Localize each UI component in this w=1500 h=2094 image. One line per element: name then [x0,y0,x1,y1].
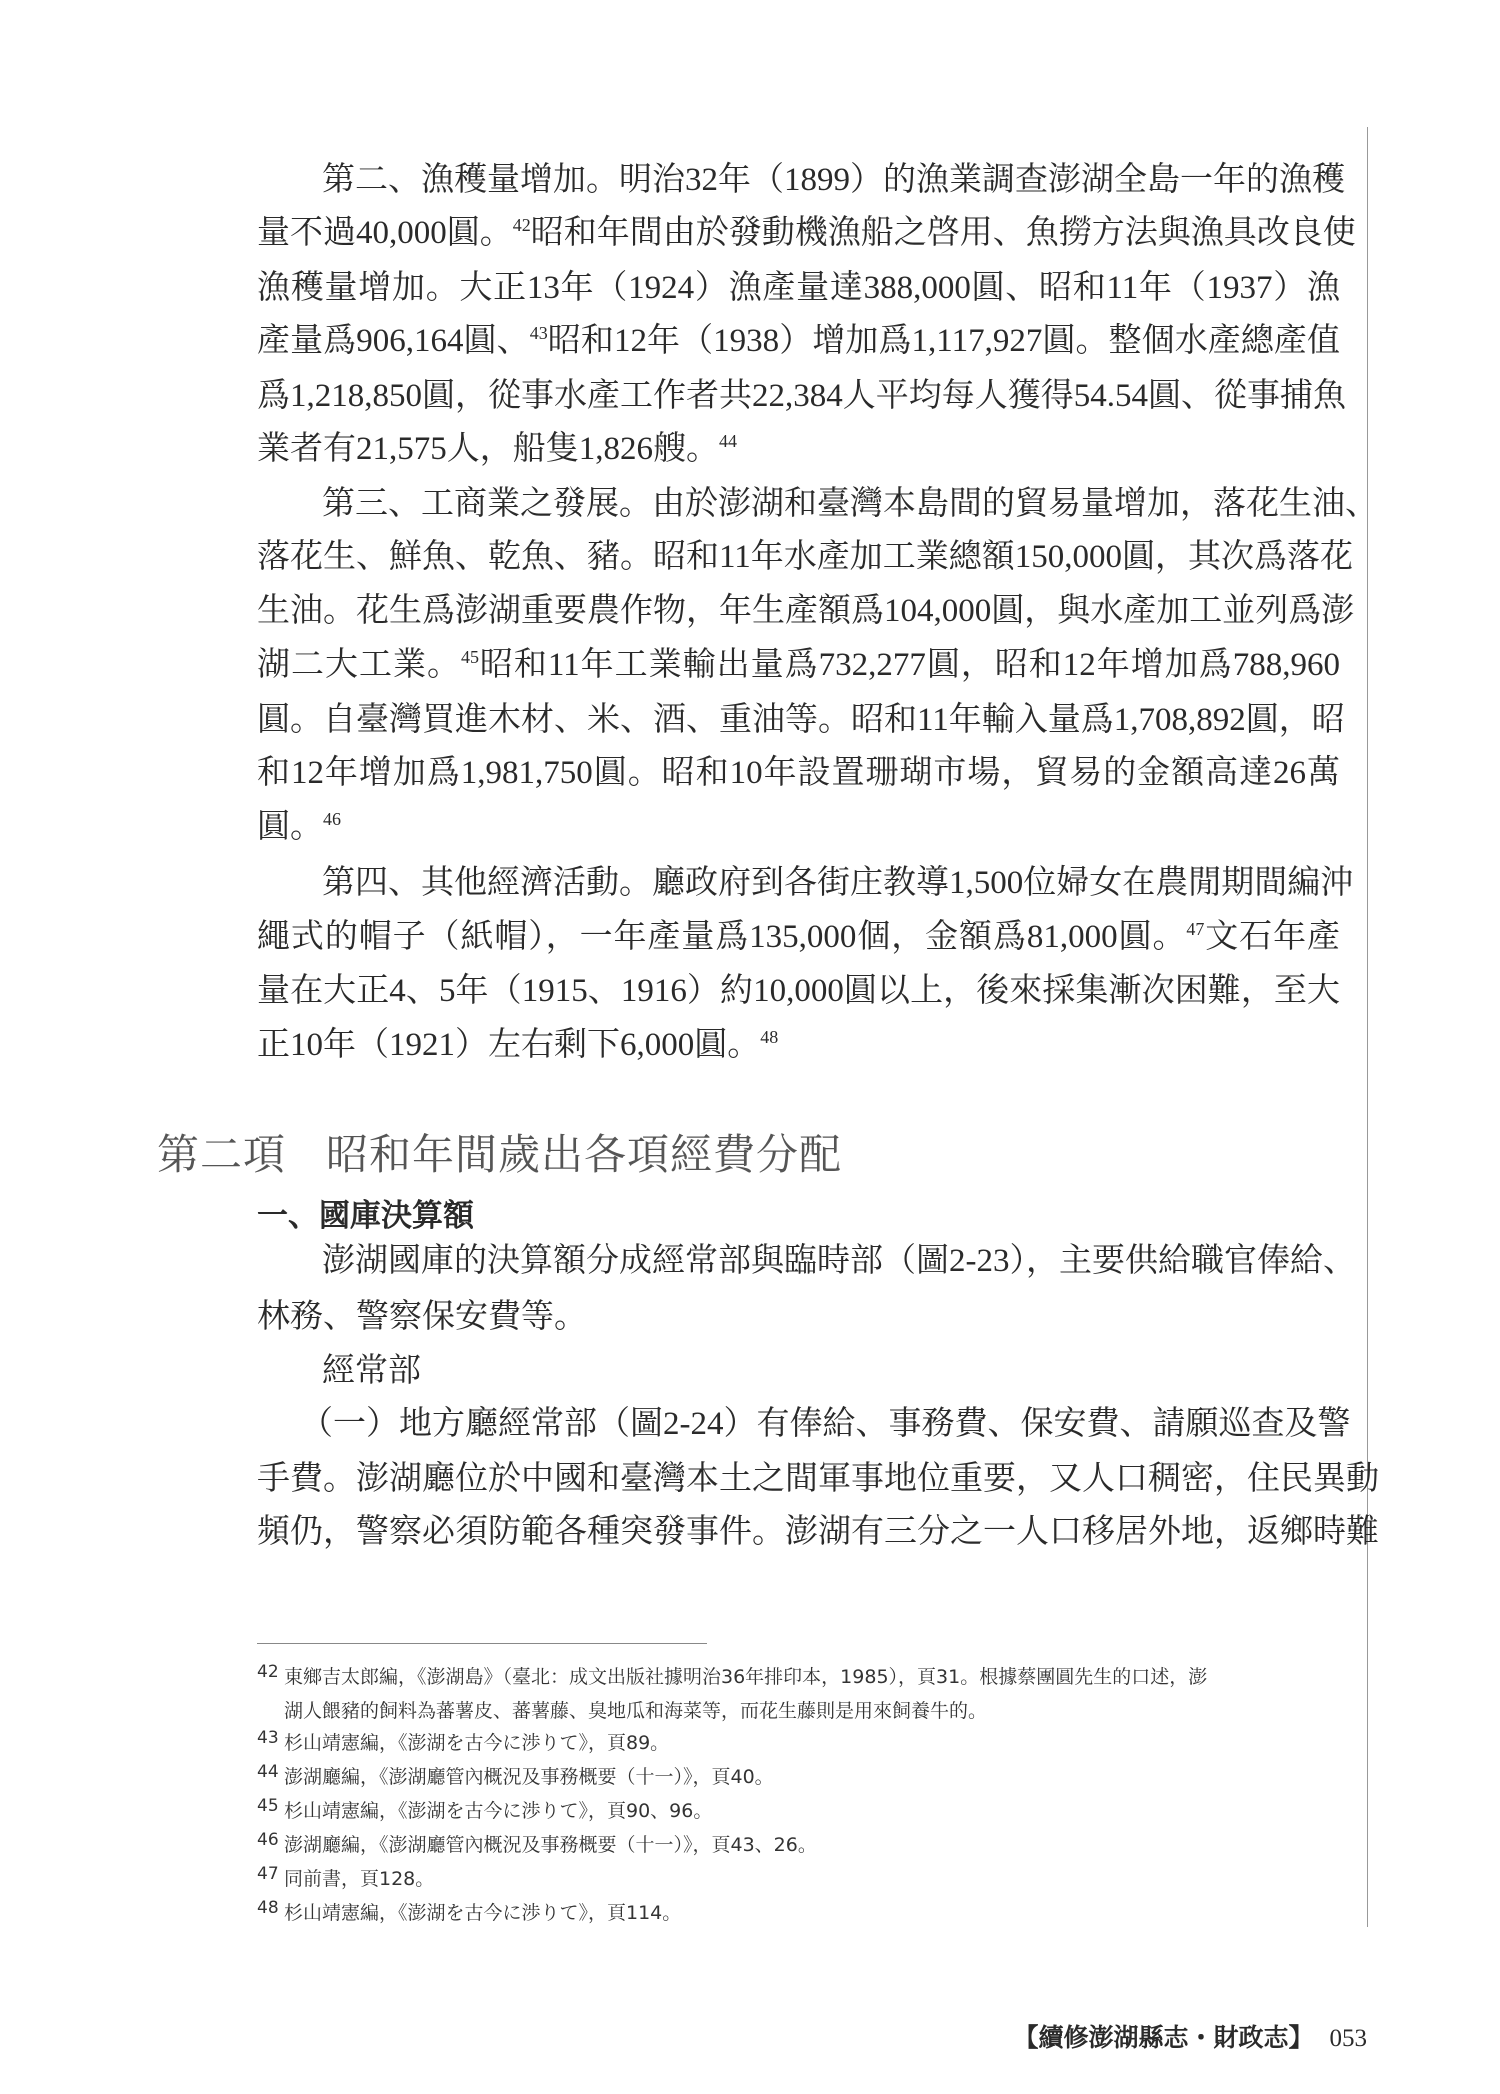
footnote-text: 澎湖廳編，《澎湖廳管內概況及事務概要（十一）》，頁40。 [284,1766,774,1788]
footnote-number: 48 [257,1898,279,1918]
page-number: 053 [1329,2025,1367,2052]
footnote-number: 43 [257,1728,279,1748]
paragraph-line [257,968,1340,1014]
paragraph-line [322,860,1354,906]
text-run: 第三、工商業之發展。由於澎湖和臺灣本島間的貿易量增加，落花生油、 [322,486,1378,522]
footnote-number: 42 [257,1662,279,1682]
text-run: 量不過40,000圓。 [257,215,513,251]
paragraph-line [257,1456,1379,1502]
footnote-ref[interactable]: 44 [719,431,737,451]
paragraph-line [322,1348,1340,1394]
footnote-text: 杉山靖憲編，《澎湖を古今に渉りて》，頁90、96。 [284,1800,713,1822]
footnote-ref[interactable]: 47 [1186,919,1205,939]
text-run: 昭和12年（1938）增加爲1,117,927圓。整個水產總產值 [547,323,1341,359]
text-run: 第四、其他經濟活動。廳政府到各街庄教導1,500位婦女在農閒期間編沖 [322,865,1354,901]
text-run: 手費。澎湖廳位於中國和臺灣本土之間軍事地位重要，又人口稠密，住民異動 [257,1461,1379,1497]
text-run: 生油。花生爲澎湖重要農作物，年生產額爲104,000圓，與水產加工並列爲澎 [257,593,1355,629]
footnote-text: 杉山靖憲編，《澎湖を古今に渉りて》，頁114。 [284,1902,682,1924]
text-run: 昭和年間由於發動機漁船之啓用、魚撈方法與漁具改良使 [530,215,1356,251]
footnote-text: 杉山靖憲編，《澎湖を古今に渉りて》，頁89。 [284,1732,670,1754]
footnote-number: 47 [257,1864,279,1884]
paragraph-line [257,1509,1379,1555]
paragraph-line [322,481,1378,527]
section-number: 第二項 [157,1130,287,1179]
margin-rule [1367,127,1368,1927]
text-run: 第二、漁穫量增加。明治32年（1899）的漁業調查澎湖全島一年的漁穫 [322,162,1345,198]
footnote-ref[interactable]: 43 [529,323,548,343]
text-run: 繩式的帽子（紙帽），一年產量爲135,000個，金額爲81,000圓。 [257,919,1187,955]
footnote-text: 澎湖廳編，《澎湖廳管內概況及事務概要（十一）》，頁43、26。 [284,1834,817,1856]
paragraph-line [257,1022,1340,1068]
paragraph-line [257,697,1345,743]
paragraph-line [257,588,1355,634]
footnote-number: 44 [257,1762,279,1782]
text-run: 澎湖國庫的決算額分成經常部與臨時部（圖2-23），主要供給職官俸給、 [322,1243,1356,1279]
section-title: 昭和年間歲出各項經費分配 [326,1130,843,1179]
subheading: 一、國庫決算額 [257,1198,474,1234]
paragraph-line [257,534,1354,580]
paragraph-line [257,318,1340,364]
paragraph-line [257,210,1356,256]
footnote-ref[interactable]: 45 [460,647,479,667]
text-run: 和12年增加爲1,981,750圓。昭和10年設置珊瑚市場，貿易的金額高達26萬 [257,755,1340,791]
text-run: 落花生、鮮魚、乾魚、豬。昭和11年水產加工業總額150,000圓，其次爲落花 [257,539,1354,575]
paragraph-line [300,1401,1351,1447]
text-run: 正10年（1921）左右剩下6,000圓。 [257,1027,761,1063]
paragraph-line [257,804,1340,850]
footnote-divider [257,1643,707,1644]
section-heading [157,1122,842,1182]
paragraph-line [322,1238,1356,1284]
text-run: 產量爲906,164圓、 [257,323,530,359]
text-run: 昭和11年工業輸出量爲732,277圓，昭和12年增加爲788,960 [478,647,1340,683]
text-run: 林務、警察保安費等。 [257,1299,587,1335]
paragraph-line [257,265,1340,311]
text-run: 圓。自臺灣買進木材、米、酒、重油等。昭和11年輸入量爲1,708,892圓，昭 [257,702,1345,738]
book-title: 【續修澎湖縣志・財政志】 [1013,2025,1314,2052]
paragraph-line [257,373,1346,419]
paragraph-line [257,914,1340,960]
text-run: 湖二大工業。 [257,647,461,683]
text-run: 業者有21,575人，船隻1,826艘。 [257,431,719,467]
text-run: 爲1,218,850圓，從事水產工作者共22,384人平均每人獲得54.54圓、從事捕魚 [257,378,1346,414]
text-run: 量在大正4、5年（1915、1916）約10,000圓以上，後來採集漸次困難，至大 [257,973,1340,1009]
text-run: 頻仍，警察必須防範各種突發事件。澎湖有三分之一人口移居外地，返鄉時難 [257,1514,1379,1550]
page-footer [1013,2018,1367,2054]
paragraph-line [322,157,1345,203]
text-run: 經常部 [322,1353,421,1389]
footnote-text: 東鄉吉太郎編，《澎湖島》（臺北：成文出版社據明治36年排印本，1985），頁31。根據蔡團圓先生的口述，澎 [284,1666,1208,1688]
text-run: 漁穫量增加。大正13年（1924）漁產量達388,000圓、昭和11年（1937）漁 [257,270,1340,306]
footnote-ref[interactable]: 46 [323,809,341,829]
footnote-text: 同前書，頁128。 [284,1868,435,1890]
text-run: （一）地方廳經常部（圖2-24）有俸給、事務費、保安費、請願巡查及警 [300,1406,1351,1442]
footnote-ref[interactable]: 48 [760,1027,779,1047]
text-run: 圓。 [257,809,323,845]
paragraph-line [257,642,1340,688]
footnote-text: 湖人餵豬的飼料為蕃薯皮、蕃薯藤、臭地瓜和海菜等，而花生藤則是用來飼養牛的。 [284,1700,988,1722]
paragraph-line [257,426,1340,472]
footnote-ref[interactable]: 42 [512,215,531,235]
paragraph-line [257,750,1340,796]
footnote-number: 46 [257,1830,279,1850]
footnote-number: 45 [257,1796,279,1816]
paragraph-line [257,1294,1340,1340]
text-run: 文石年產 [1204,919,1341,955]
